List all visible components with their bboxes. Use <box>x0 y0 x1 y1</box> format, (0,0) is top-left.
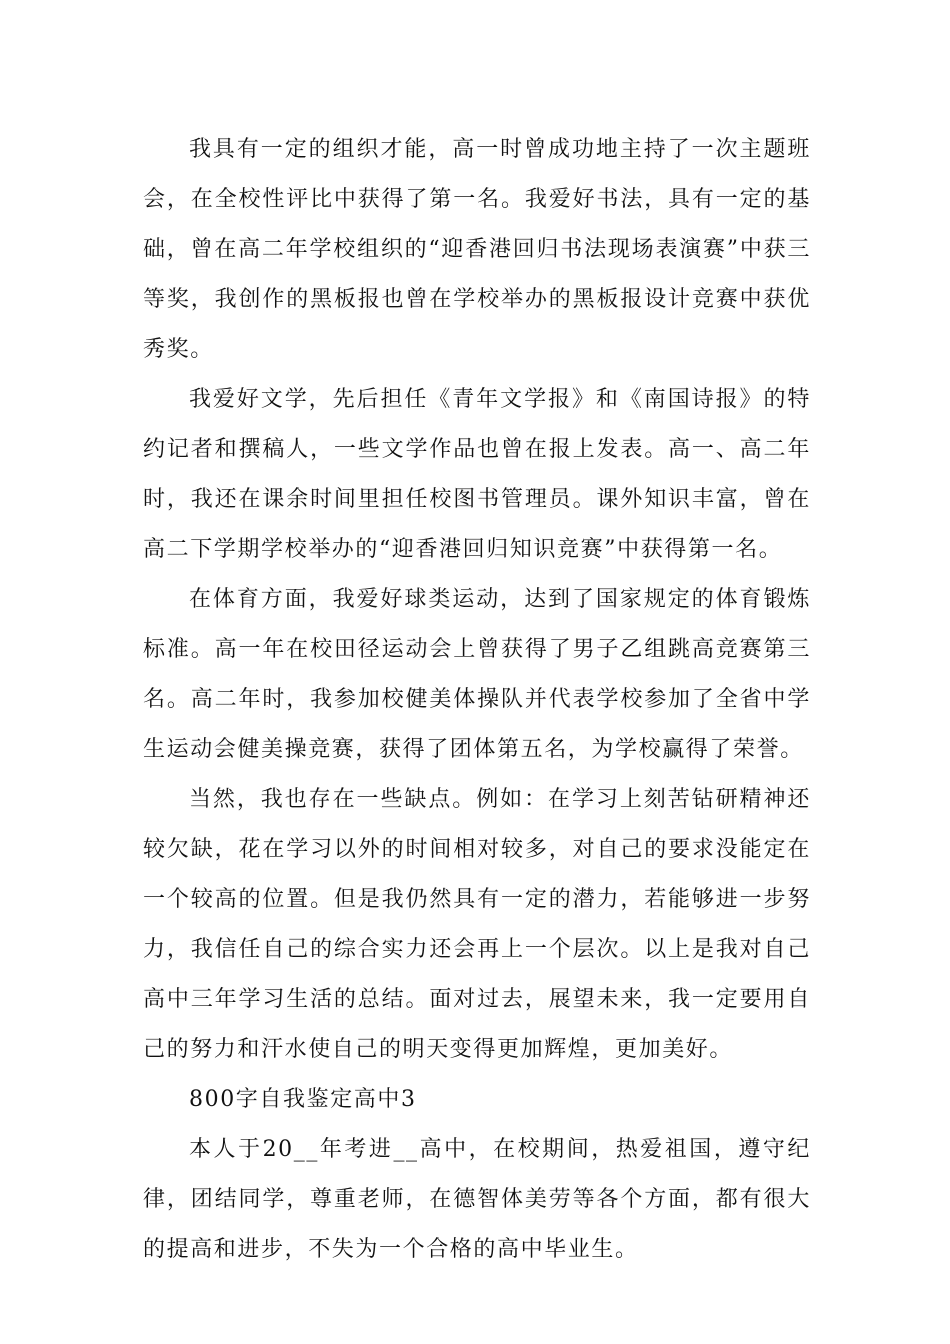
paragraph-shortcomings: 当然，我也存在一些缺点。例如：在学习上刻苦钻研精神还较欠缺，花在学习以外的时间相对较多，对自己的要求没能定在一个较高的位置。但是我仍然具有一定的潜力，若能够进一步努力，我信任自己的综合实力还会再上一个层次。以上是我对自己高中三年学习生活的总结。面对过去，展望未来，我一定要用自己的努力和汗水使自己的明天变得更加辉煌，更加美好。 <box>143 787 811 1062</box>
paragraph-introduction: 本人于20__年考进__高中，在校期间，热爱祖国，遵守纪律，团结同学，尊重老师，在德智体美劳等各个方面，都有很大的提高和进步，不失为一个合格的高中毕业生。 <box>143 1137 811 1262</box>
paragraph-organization-skills: 我具有一定的组织才能，高一时曾成功地主持了一次主题班会，在全校性评比中获得了第一名。我爱好书法，具有一定的基础，曾在高二年学校组织的“迎香港回归书法现场表演赛”中获三等奖，我创作的黑板报也曾在学校举办的黑板报设计竞赛中获优秀奖。 <box>143 137 811 362</box>
paragraph-sports: 在体育方面，我爱好球类运动，达到了国家规定的体育锻炼标准。高一年在校田径运动会上曾获得了男子乙组跳高竞赛第三名。高二年时，我参加校健美体操队并代表学校参加了全省中学生运动会健美操竞赛，获得了团体第五名，为学校赢得了荣誉。 <box>143 587 811 762</box>
paragraph-literature: 我爱好文学，先后担任《青年文学报》和《南国诗报》的特约记者和撰稿人，一些文学作品也曾在报上发表。高一、高二年时，我还在课余时间里担任校图书管理员。课外知识丰富，曾在高二下学期学校举办的“迎香港回归知识竞赛”中获得第一名。 <box>143 387 811 562</box>
document-body <box>143 125 811 1275</box>
section-heading: 800字自我鉴定高中3 <box>189 1087 417 1112</box>
